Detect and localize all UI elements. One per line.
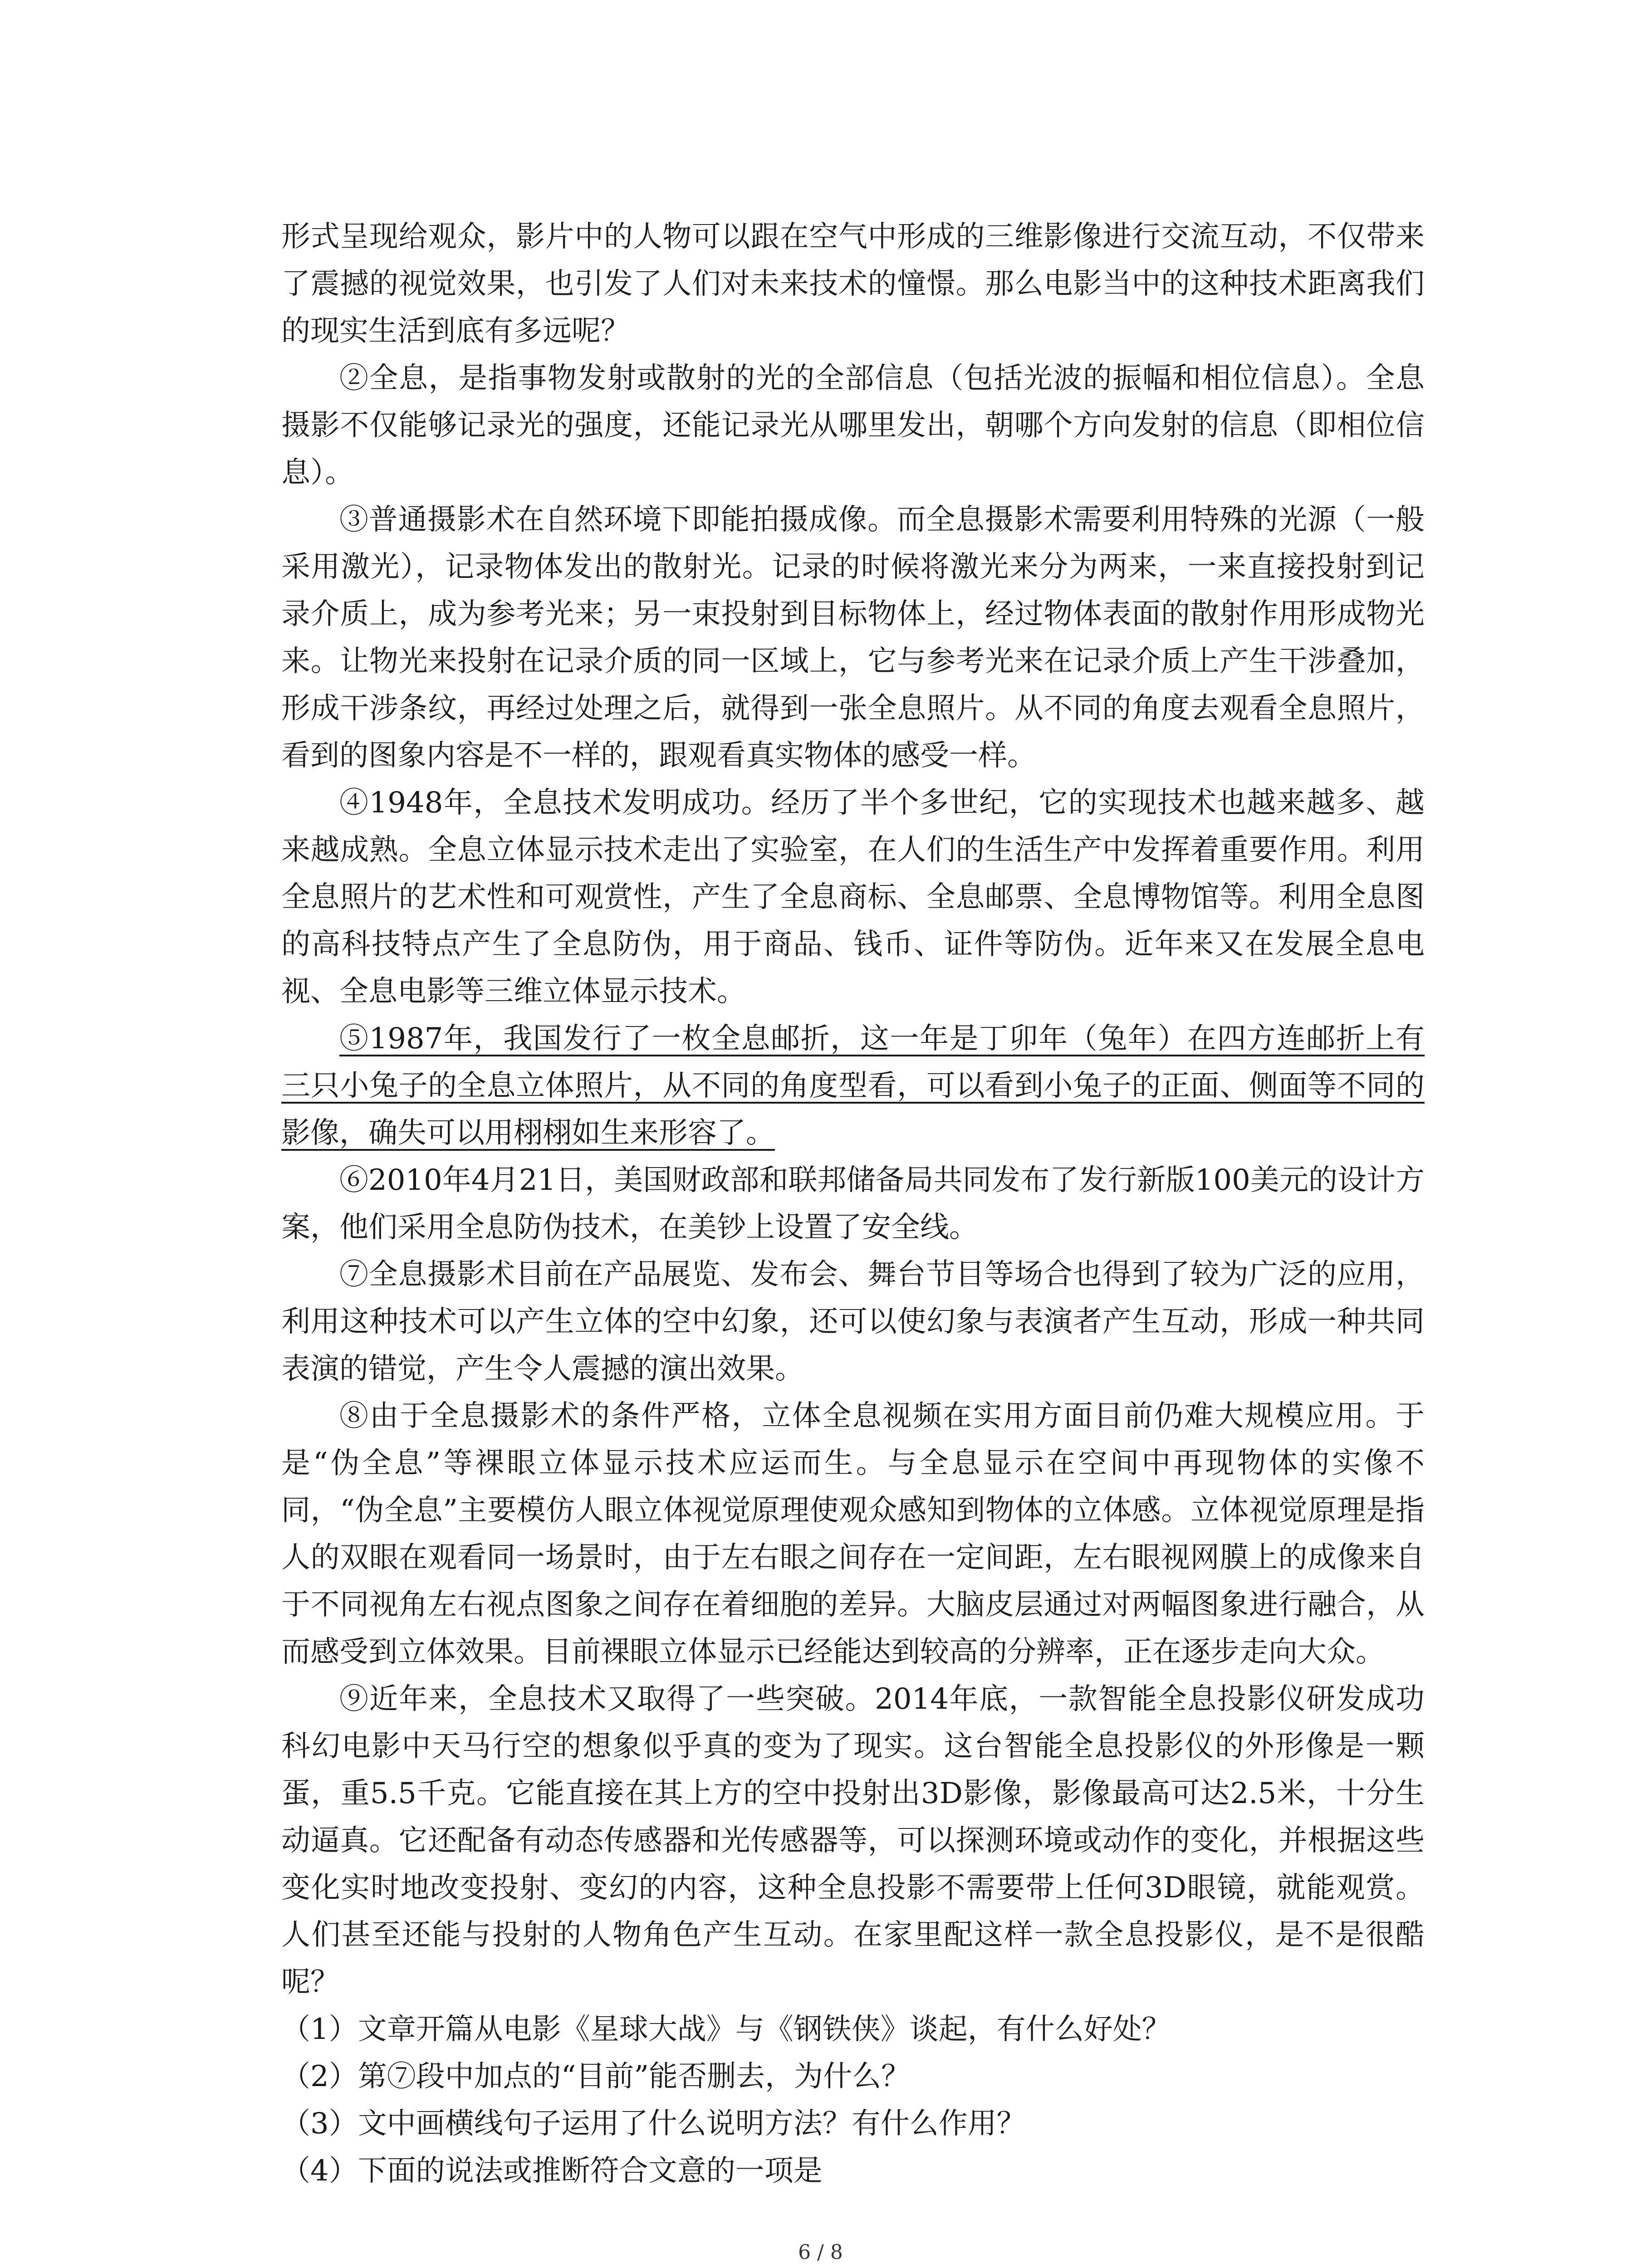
paragraph-7: ⑦全息摄影术目前在产品展览、发布会、舞台节目等场合也得到了较为广泛的应用，利用这种技术可以产生立体的空中幻象，还可以使幻象与表演者产生互动，形成一种共同表演的错觉，产生令人震撼的演出效果。 [281, 1258, 1425, 1386]
paragraph-4: ④1948年，全息技术发明成功。经历了半个多世纪，它的实现技术也越来越多、越来越成熟。全息立体显示技术走出了实验室，在人们的生活生产中发挥着重要作用。利用全息照片的艺术性和可观赏性，产生了全息商标、全息邮票、全息博物馆等。利用全息图的高科技特点产生了全息防伪，用于商品、钱币、证件等防伪。近年来又在发展全息电视、全息电影等三维立体显示技术。 [281, 786, 1425, 1008]
underlined-sentence: ⑤1987年，我国发行了一枚全息邮折，这一年是丁卯年（兔年）在四方连邮折上有三只小兔子的全息立体照片，从不同的角度型看，可以看到小兔子的正面、侧面等不同的影像，确失可以用栩栩如生来形容了。 [281, 1022, 1425, 1150]
paragraph-intro-continuation: 形式呈现给观众，影片中的人物可以跟在空气中形成的三维影像进行交流互动，不仅带来了震撼的视觉效果，也引发了人们对未来技术的憧憬。那么电影当中的这种技术距离我们的现实生活到底有多远呢？ [281, 220, 1425, 348]
paragraph-2: ②全息，是指事物发射或散射的光的全部信息（包括光波的振幅和相位信息）。全息摄影不仅能够记录光的强度，还能记录光从哪里发出，朝哪个方向发射的信息（即相位信息）。 [281, 362, 1425, 489]
question-2: （2）第⑦段中加点的“目前”能否删去，为什么？ [281, 2060, 911, 2093]
question-list [281, 2006, 1425, 2195]
question-4: （4）下面的说法或推断符合文意的一项是 [281, 2154, 823, 2188]
paragraph-3: ③普通摄影术在自然环境下即能拍摄成像。而全息摄影术需要利用特殊的光源（一般采用激光），记录物体发出的散射光。记录的时候将激光来分为两来，一来直接投射到记录介质上，成为参考光来；另一束投射到目标物体上，经过物体表面的散射作用形成物光来。让物光来投射在记录介质的同一区域上，它与参考光来在记录介质上产生干涉叠加，形成干涉条纹，再经过处理之后，就得到一张全息照片。从不同的角度去观看全息照片，看到的图象内容是不一样的，跟观看真实物体的感受一样。 [281, 503, 1425, 772]
paragraph-5 [281, 1015, 1425, 1157]
paragraph-6: ⑥2010年4月21日，美国财政部和联邦储备局共同发布了发行新版100美元的设计方案，他们采用全息防伪技术，在美钞上设置了安全线。 [281, 1163, 1425, 1244]
question-3: （3）文中画横线句子运用了什么说明方法？有什么作用？ [281, 2107, 1026, 2141]
paragraph-9: ⑨近年来，全息技术又取得了一些突破。2014年底，一款智能全息投影仪研发成功科幻电影中天马行空的想象似乎真的变为了现实。这台智能全息投影仪的外形像是一颗蛋，重5.5千克。它能直接在其上方的空中投射出3D影像，影像最高可达2.5米，十分生动逼真。它还配备有动态传感器和光传感器等，可以探测环境或动作的变化，并根据这些变化实时地改变投射、变幻的内容，这种全息投影不需要带上任何3D眼镜，就能观赏。人们甚至还能与投射的人物角色产生互动。在家里配这样一款全息投影仪，是不是很酷呢？ [281, 1682, 1425, 1999]
question-1: （1）文章开篇从电影《星球大战》与《钢铁侠》谈起，有什么好处？ [281, 2013, 1171, 2046]
paragraph-8: ⑧由于全息摄影术的条件严格，立体全息视频在实用方面目前仍难大规模应用。于是“伪全息”等裸眼立体显示技术应运而生。与全息显示在空间中再现物体的实像不同，“伪全息”主要模仿人眼立体视觉原理使观众感知到物体的立体感。立体视觉原理是指人的双眼在观看同一场景时，由于左右眼之间存在一定间距，左右眼视网膜上的成像来自于不同视角左右视点图象之间存在着细胞的差异。大脑皮层通过对两幅图象进行融合，从而感受到立体效果。目前裸眼立体显示已经能达到较高的分辨率，正在逐步走向大众。 [281, 1399, 1425, 1669]
article-body [281, 213, 1425, 2195]
page-number: 6 / 8 [798, 2241, 843, 2264]
